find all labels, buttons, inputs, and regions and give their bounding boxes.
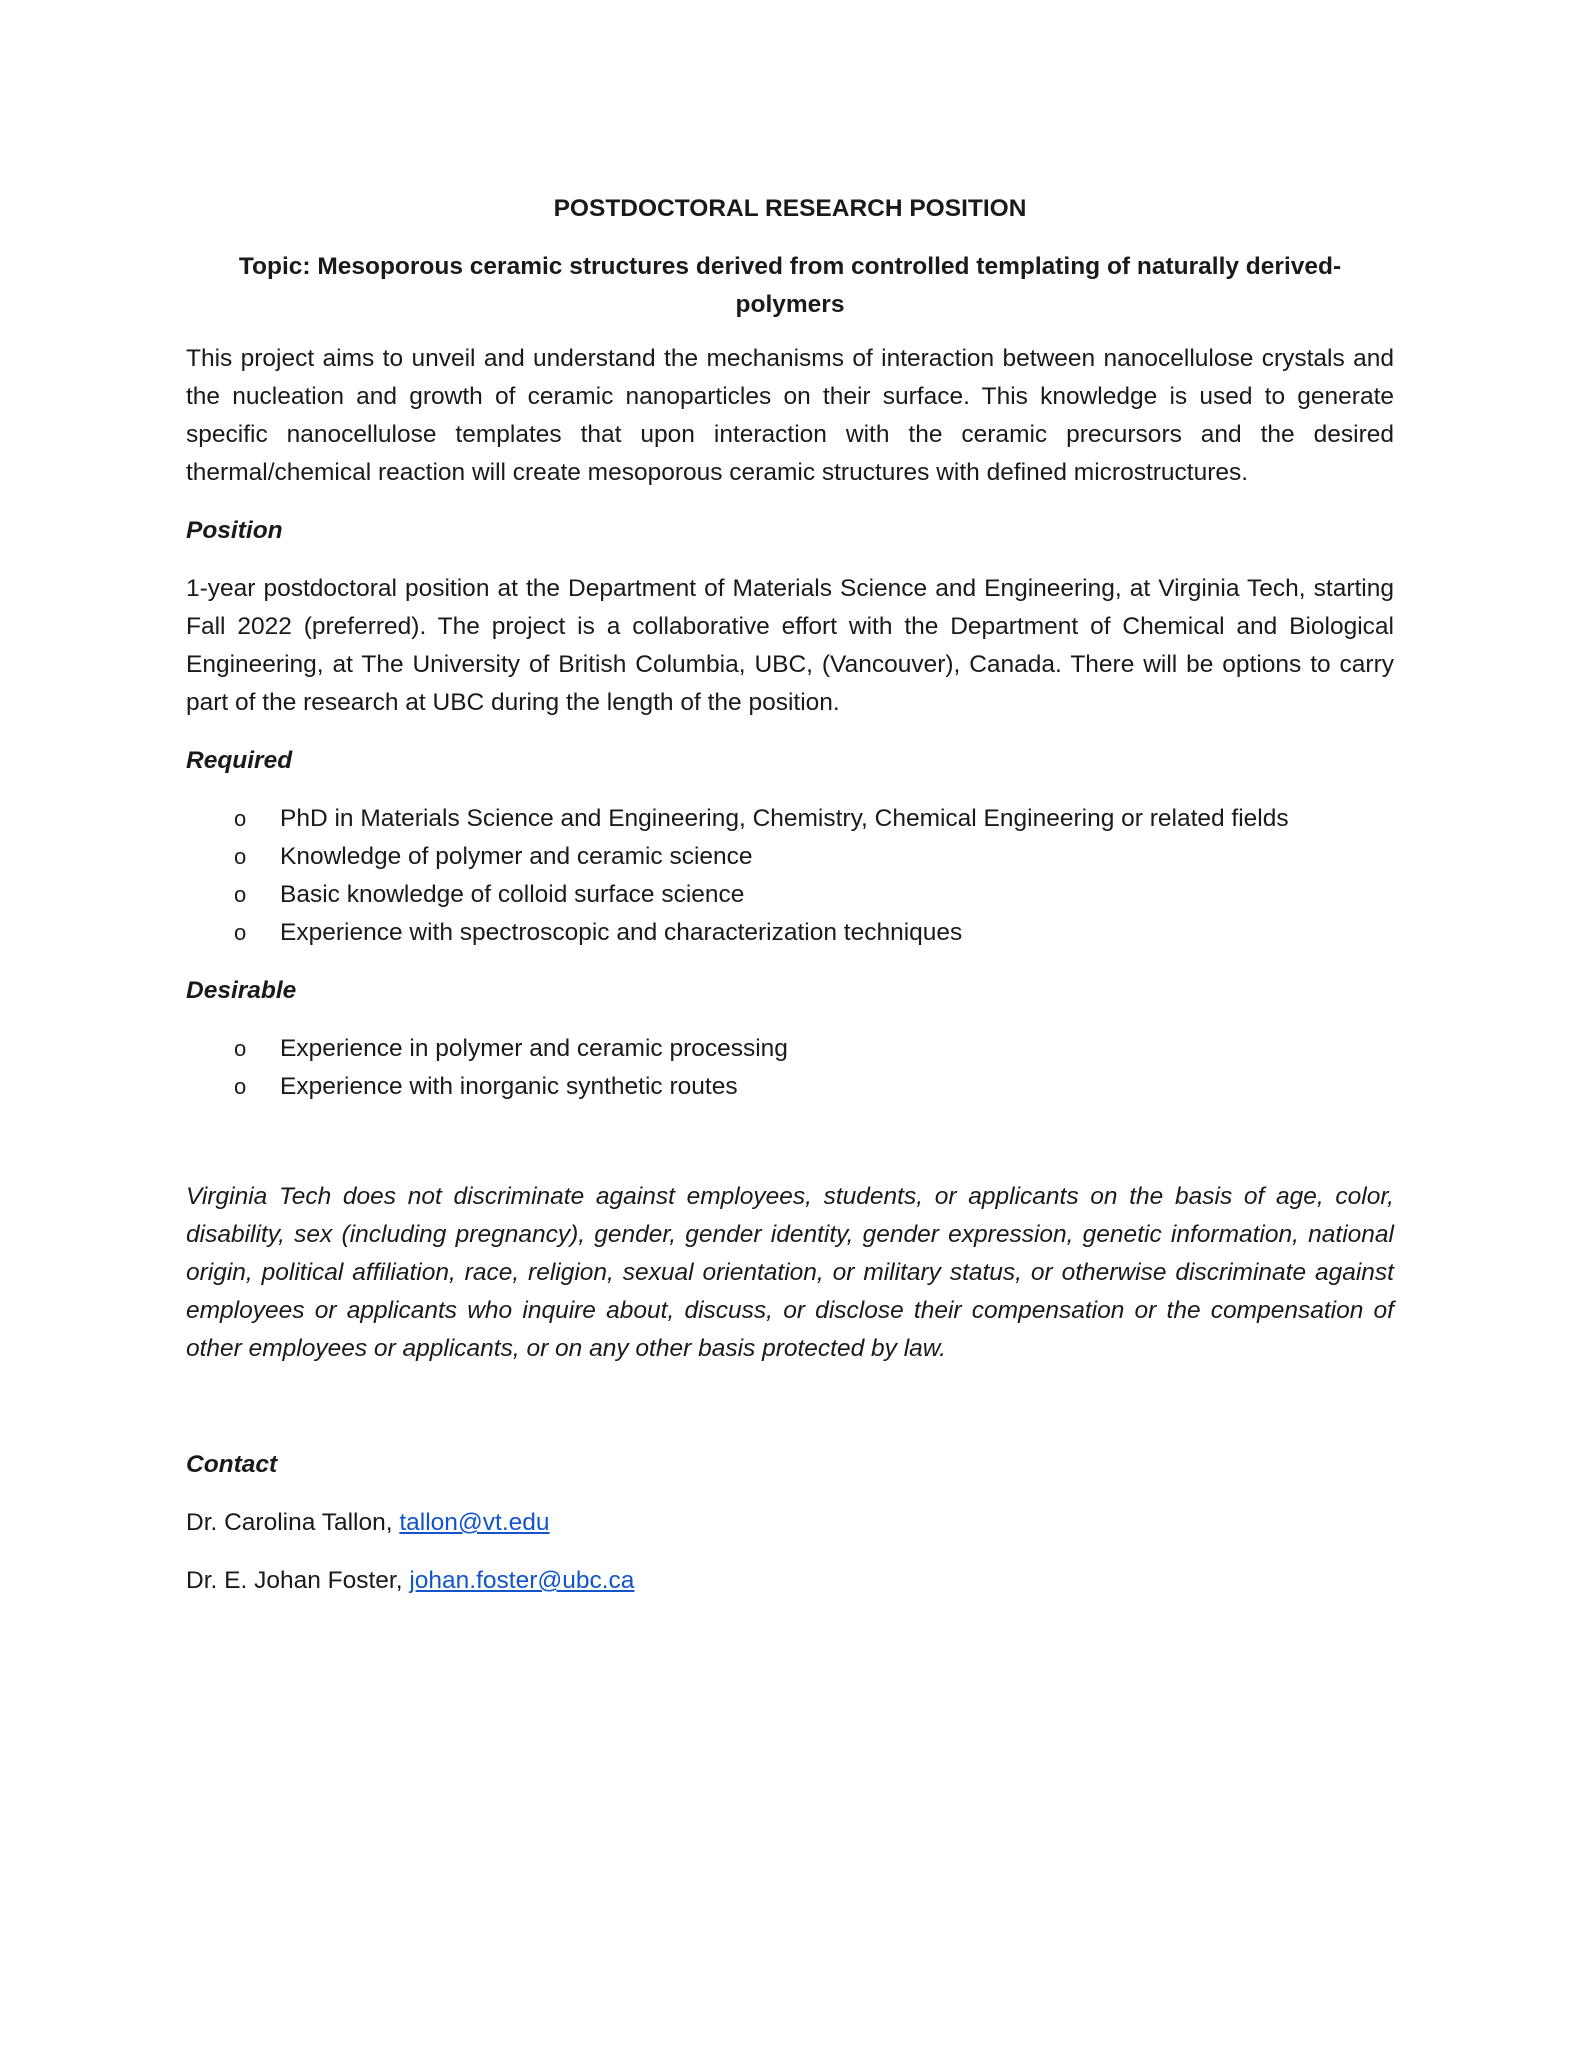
list-item-text: Knowledge of polymer and ceramic science <box>280 843 753 870</box>
email-link[interactable]: tallon@vt.edu <box>399 1509 550 1536</box>
email-link[interactable]: johan.foster@ubc.ca <box>409 1567 635 1594</box>
list-item-text: Basic knowledge of colloid surface science <box>280 881 745 908</box>
list-item <box>186 838 1394 876</box>
document-title: POSTDOCTORAL RESEARCH POSITION <box>553 195 1027 222</box>
intro-paragraph: This project aims to unveil and understand the mechanisms of interaction between nanocellulose crystals and the nucleation and growth of ceramic nanoparticles on their surface. This knowledge is used to generate specific nanocellulose templates that upon interaction with the ceramic precursors and the desired thermal/chemical reaction will create mesoporous ceramic structures with defined microstructures. <box>186 345 1394 486</box>
bullet-marker: o <box>234 920 247 945</box>
contact-name: Dr. Carolina Tallon, <box>186 1509 400 1536</box>
list-item-text: PhD in Materials Science and Engineering, Chemistry, Chemical Engineering or related fields <box>280 805 1289 832</box>
list-item <box>186 800 1394 838</box>
bullet-marker: o <box>234 1074 247 1099</box>
nondiscrimination-notice: Virginia Tech does not discriminate against employees, students, or applicants on the basis of age, color, disability, sex (including pregnancy), gender, gender identity, gender expression, genetic information, national origin, political affiliation, race, religion, sexual orientation, or military status, or otherwise discriminate against employees or applicants who inquire about, discuss, or disclose their compensation or the compensation of other employees or applicants, or on any other basis protected by law. <box>186 1183 1394 1362</box>
desirable-heading: Desirable <box>186 977 297 1004</box>
bullet-marker: o <box>234 844 247 869</box>
contact-name: Dr. E. Johan Foster, <box>186 1567 410 1594</box>
list-item-text: Experience with inorganic synthetic routes <box>280 1073 738 1100</box>
contact-line <box>186 1504 1394 1542</box>
list-item-text: Experience in polymer and ceramic processing <box>280 1035 788 1062</box>
document-page <box>186 190 1394 1620</box>
topic-heading: Topic: Mesoporous ceramic structures derived from controlled templating of naturally derived-polymers <box>238 253 1342 318</box>
required-heading: Required <box>186 747 293 774</box>
position-heading: Position <box>186 517 283 544</box>
list-item <box>186 876 1394 914</box>
desirable-list <box>186 1030 1394 1106</box>
contact-line <box>186 1562 1394 1600</box>
list-item <box>186 914 1394 952</box>
contact-heading: Contact <box>186 1451 278 1478</box>
list-item <box>186 1068 1394 1106</box>
bullet-marker: o <box>234 882 247 907</box>
bullet-marker: o <box>234 1036 247 1061</box>
list-item <box>186 1030 1394 1068</box>
list-item-text: Experience with spectroscopic and characterization techniques <box>280 919 963 946</box>
position-paragraph: 1-year postdoctoral position at the Department of Materials Science and Engineering, at Virginia Tech, starting Fall 2022 (preferred). The project is a collaborative effort with the Department of Chemical and Biological Engineering, at The University of British Columbia, UBC, (Vancouver), Canada. There will be options to carry part of the research at UBC during the length of the position. <box>186 575 1394 716</box>
required-list <box>186 800 1394 952</box>
bullet-marker: o <box>234 806 247 831</box>
